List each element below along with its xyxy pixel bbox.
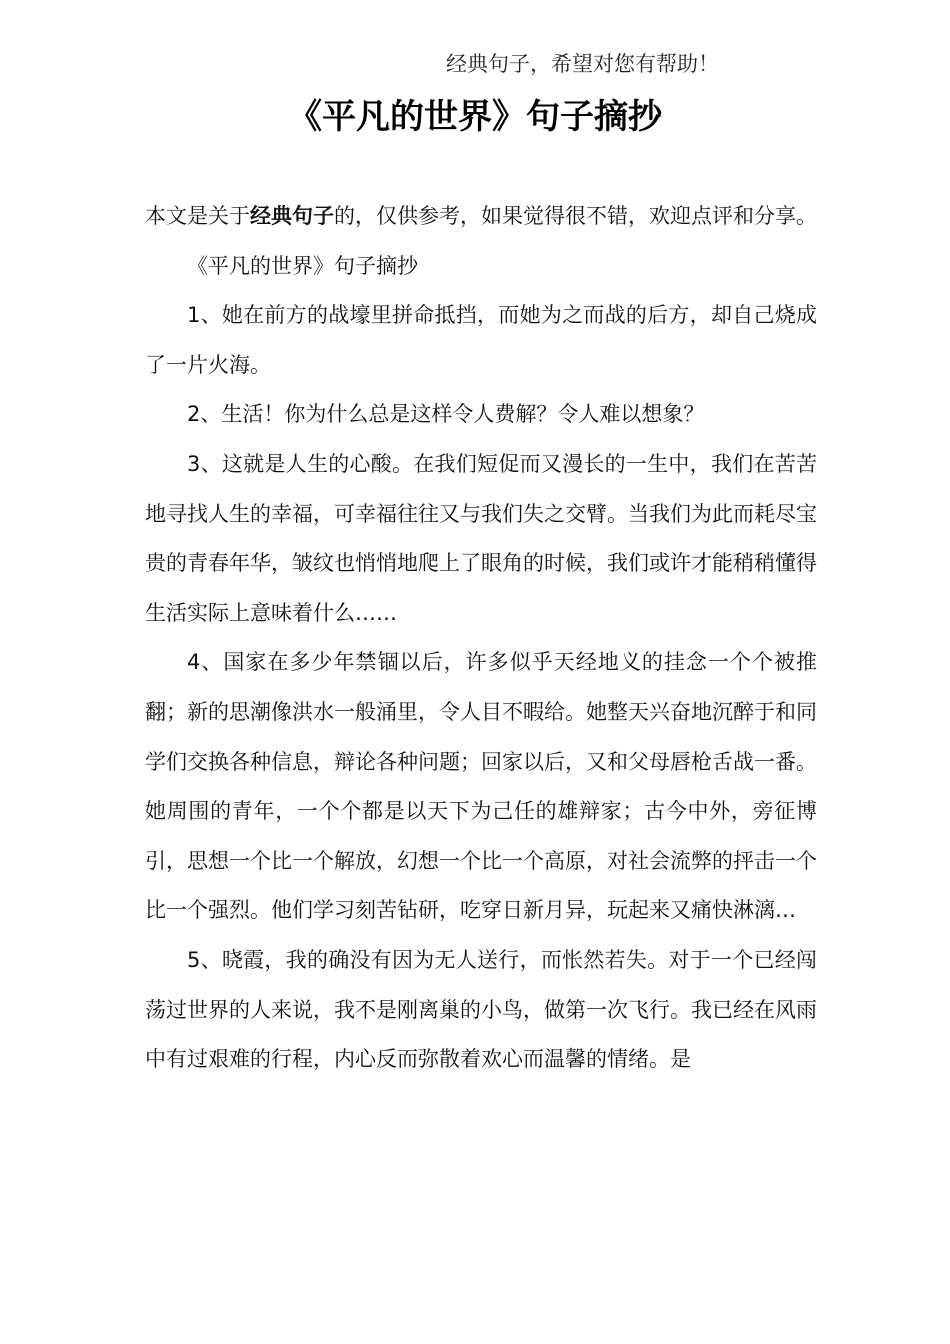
document-body	[145, 192, 817, 1085]
header-note: 经典句子，希望对您有帮助！	[446, 52, 719, 76]
quote-paragraph-1: 1、她在前方的战壕里拼命抵挡，而她为之而战的后方，却自己烧成了一片火海。	[145, 303, 817, 377]
intro-keyword: 经典句子	[250, 204, 334, 228]
section-subtitle: 《平凡的世界》句子摘抄	[187, 253, 418, 278]
intro-before: 本文是关于	[145, 204, 250, 228]
quote-paragraph-5: 5、晓霞，我的确没有因为无人送行，而怅然若失。对于一个已经闯荡过世界的人来说，我不是刚离巢的小鸟，做第一次飞行。我已经在风雨中有过艰难的行程，内心反而弥散着欢心而温馨的情绪。是	[145, 947, 817, 1072]
intro-paragraph	[145, 192, 817, 242]
quote-paragraph-2: 2、生活！你为什么总是这样令人费解？令人难以想象？	[187, 402, 705, 427]
quote-paragraph-4: 4、国家在多少年禁锢以后，许多似乎天经地义的挂念一个个被推翻；新的思潮像洪水一般涌里，令人目不暇给。她整天兴奋地沉醉于和同学们交换各种信息，辩论各种问题；回家以后，又和父母唇枪舌战一番。她周围的青年，一个个都是以天下为己任的雄辩家；古今中外，旁征博引，思想一个比一个解放，幻想一个比一个高原，对社会流弊的抨击一个比一个强烈。他们学习刻苦钻研，吃穿日新月异，玩起来又痛快淋漓…	[145, 650, 817, 923]
quote-paragraph-3: 3、这就是人生的心酸。在我们短促而又漫长的一生中，我们在苦苦地寻找人生的幸福，可幸福往往又与我们失之交臂。当我们为此而耗尽宝贵的青春年华，皱纹也悄悄地爬上了眼角的时候，我们或许才能稍稍懂得生活实际上意味着什么……	[145, 451, 817, 625]
document-title: 《平凡的世界》句子摘抄	[288, 97, 662, 137]
intro-after: 的，仅供参考，如果觉得很不错，欢迎点评和分享。	[334, 204, 817, 228]
